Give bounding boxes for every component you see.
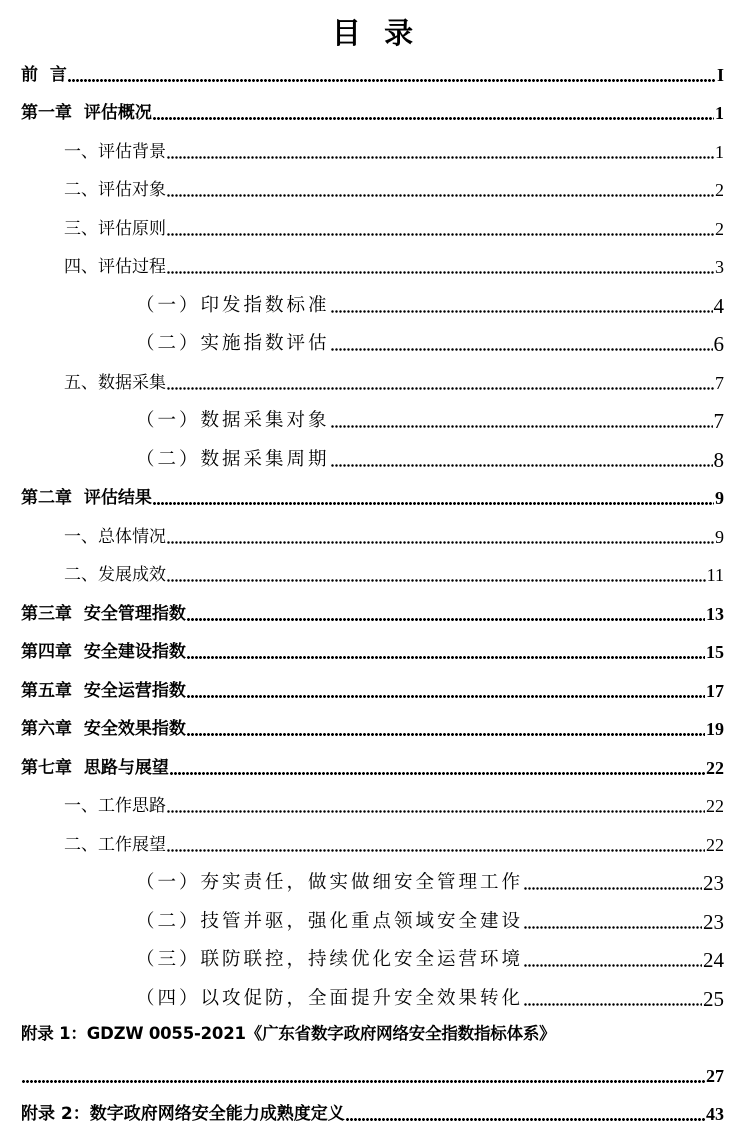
toc-entry-label: 一、评估背景: [0, 141, 166, 163]
toc-page-number: 43: [706, 1103, 724, 1125]
toc-entry-label: 一、总体情况: [0, 526, 166, 548]
toc-entry-chapter-4[interactable]: [0, 632, 746, 671]
toc-entry-chapter-5[interactable]: [0, 670, 746, 709]
toc-entry-section[interactable]: [0, 786, 746, 825]
dot-leader: [167, 155, 714, 160]
toc-entry-label: （二）技管并驱，强化重点领域安全建设: [0, 911, 523, 933]
dot-leader: [22, 1079, 705, 1084]
dot-leader: [153, 501, 714, 506]
dot-leader: [167, 232, 714, 237]
toc-entry-label: （四）以攻促防，全面提升安全效果转化: [0, 988, 523, 1010]
toc-entry-section[interactable]: [0, 247, 746, 286]
toc-entry-section[interactable]: [0, 170, 746, 209]
toc-entry-section[interactable]: [0, 555, 746, 594]
toc-entry-section[interactable]: [0, 131, 746, 170]
dot-leader: [167, 578, 706, 583]
toc-page-number: 24: [703, 949, 724, 971]
toc-entry-label: （一）数据采集对象: [0, 410, 330, 432]
toc-entry-label: 第一章 评估概况: [0, 102, 152, 124]
dot-leader: [167, 193, 714, 198]
toc-page-number: 22: [706, 834, 724, 856]
toc-entry-subsection[interactable]: [0, 978, 746, 1017]
toc-page-number: 2: [715, 179, 724, 201]
toc-entry-preface[interactable]: [0, 54, 746, 93]
dot-leader: [153, 116, 714, 121]
toc-entry-subsection[interactable]: [0, 940, 746, 979]
toc-entry-label: 一、工作思路: [0, 795, 166, 817]
dot-leader: [187, 617, 705, 622]
toc-entry-label: 第五章 安全运营指数: [0, 680, 186, 702]
dot-leader: [524, 925, 702, 930]
table-of-contents: [0, 54, 746, 1132]
toc-entry-subsection[interactable]: [0, 901, 746, 940]
toc-entry-chapter-7[interactable]: [0, 747, 746, 786]
dot-leader: [187, 655, 705, 660]
toc-entry-label: 附录 2：数字政府网络安全能力成熟度定义: [0, 1103, 345, 1125]
toc-entry-label: 三、评估原则: [0, 218, 166, 240]
toc-entry-subsection[interactable]: [0, 401, 746, 440]
toc-entry-label: 四、评估过程: [0, 256, 166, 278]
toc-entry-section[interactable]: [0, 362, 746, 401]
toc-page-number: 9: [715, 526, 724, 548]
toc-entry-label: 二、发展成效: [0, 564, 166, 586]
page-title: 目 录: [0, 10, 746, 56]
toc-page-number: 8: [714, 449, 725, 471]
toc-page-number: 22: [706, 757, 724, 779]
toc-entry-label: 五、数据采集: [0, 372, 166, 394]
toc-page-number: 3: [715, 256, 724, 278]
toc-page-number: 23: [703, 911, 724, 933]
toc-entry-subsection[interactable]: [0, 439, 746, 478]
dot-leader: [68, 78, 716, 83]
dot-leader: [167, 809, 705, 814]
toc-entry-label: （二）实施指数评估: [0, 333, 330, 355]
toc-entry-label: （一）印发指数标准: [0, 295, 330, 317]
toc-entry-chapter-1[interactable]: [0, 93, 746, 132]
toc-page-number: 17: [706, 680, 724, 702]
toc-page-number: 7: [715, 372, 724, 394]
toc-page-number: 4: [714, 295, 725, 317]
dot-leader: [524, 1002, 702, 1007]
toc-page-number: 27: [706, 1065, 724, 1087]
toc-entry-label: （一）夯实责任，做实做细安全管理工作: [0, 872, 523, 894]
toc-entry-chapter-6[interactable]: [0, 709, 746, 748]
toc-entry-section[interactable]: [0, 208, 746, 247]
toc-page-number: 13: [706, 603, 724, 625]
toc-entry-label: 第二章 评估结果: [0, 487, 152, 509]
toc-page-number: 23: [703, 872, 724, 894]
toc-page-number: 15: [706, 641, 724, 663]
toc-page-number: 7: [714, 410, 725, 432]
toc-entry-label: 第六章 安全效果指数: [0, 718, 186, 740]
dot-leader: [331, 463, 713, 468]
toc-entry-chapter-3[interactable]: [0, 593, 746, 632]
toc-entry-subsection[interactable]: [0, 324, 746, 363]
toc-page-number: 9: [715, 487, 724, 509]
dot-leader: [331, 309, 713, 314]
toc-entry-label: （二）数据采集周期: [0, 449, 330, 471]
toc-page-number: 19: [706, 718, 724, 740]
toc-entry-label: 二、工作展望: [0, 834, 166, 856]
toc-entry-appendix-1[interactable]: [0, 1017, 746, 1052]
toc-entry-section[interactable]: [0, 824, 746, 863]
toc-entry-label: 第七章 思路与展望: [0, 757, 169, 779]
toc-entry-label: 二、评估对象: [0, 179, 166, 201]
toc-entry-label: （三）联防联控，持续优化安全运营环境: [0, 949, 523, 971]
dot-leader: [167, 386, 714, 391]
toc-entry-subsection[interactable]: [0, 863, 746, 902]
toc-entry-label: 第四章 安全建设指数: [0, 641, 186, 663]
toc-entry-label: 第三章 安全管理指数: [0, 603, 186, 625]
toc-page-number: 1: [715, 102, 724, 124]
dot-leader: [331, 347, 713, 352]
dot-leader: [167, 540, 714, 545]
toc-entry-appendix-1-page-line[interactable]: [0, 1052, 746, 1094]
toc-page-number: 11: [707, 564, 724, 586]
toc-page-number: 6: [714, 333, 725, 355]
toc-entry-label: 附录 1：GDZW 0055-2021《广东省数字政府网络安全指数指标体系》: [21, 1023, 555, 1045]
dot-leader: [524, 963, 702, 968]
dot-leader: [167, 848, 705, 853]
dot-leader: [167, 270, 714, 275]
toc-page-number: I: [717, 64, 724, 86]
toc-page-number: 25: [703, 988, 724, 1010]
toc-entry-section[interactable]: [0, 516, 746, 555]
dot-leader: [524, 886, 702, 891]
toc-entry-chapter-2[interactable]: [0, 478, 746, 517]
toc-page-number: 1: [715, 141, 724, 163]
dot-leader: [170, 771, 705, 776]
dot-leader: [187, 732, 705, 737]
toc-page-number: 22: [706, 795, 724, 817]
toc-entry-label: 前 言: [0, 64, 67, 86]
toc-entry-appendix-2[interactable]: [0, 1094, 746, 1132]
toc-entry-subsection[interactable]: [0, 285, 746, 324]
toc-page-number: 2: [715, 218, 724, 240]
dot-leader: [331, 424, 713, 429]
dot-leader: [187, 694, 705, 699]
